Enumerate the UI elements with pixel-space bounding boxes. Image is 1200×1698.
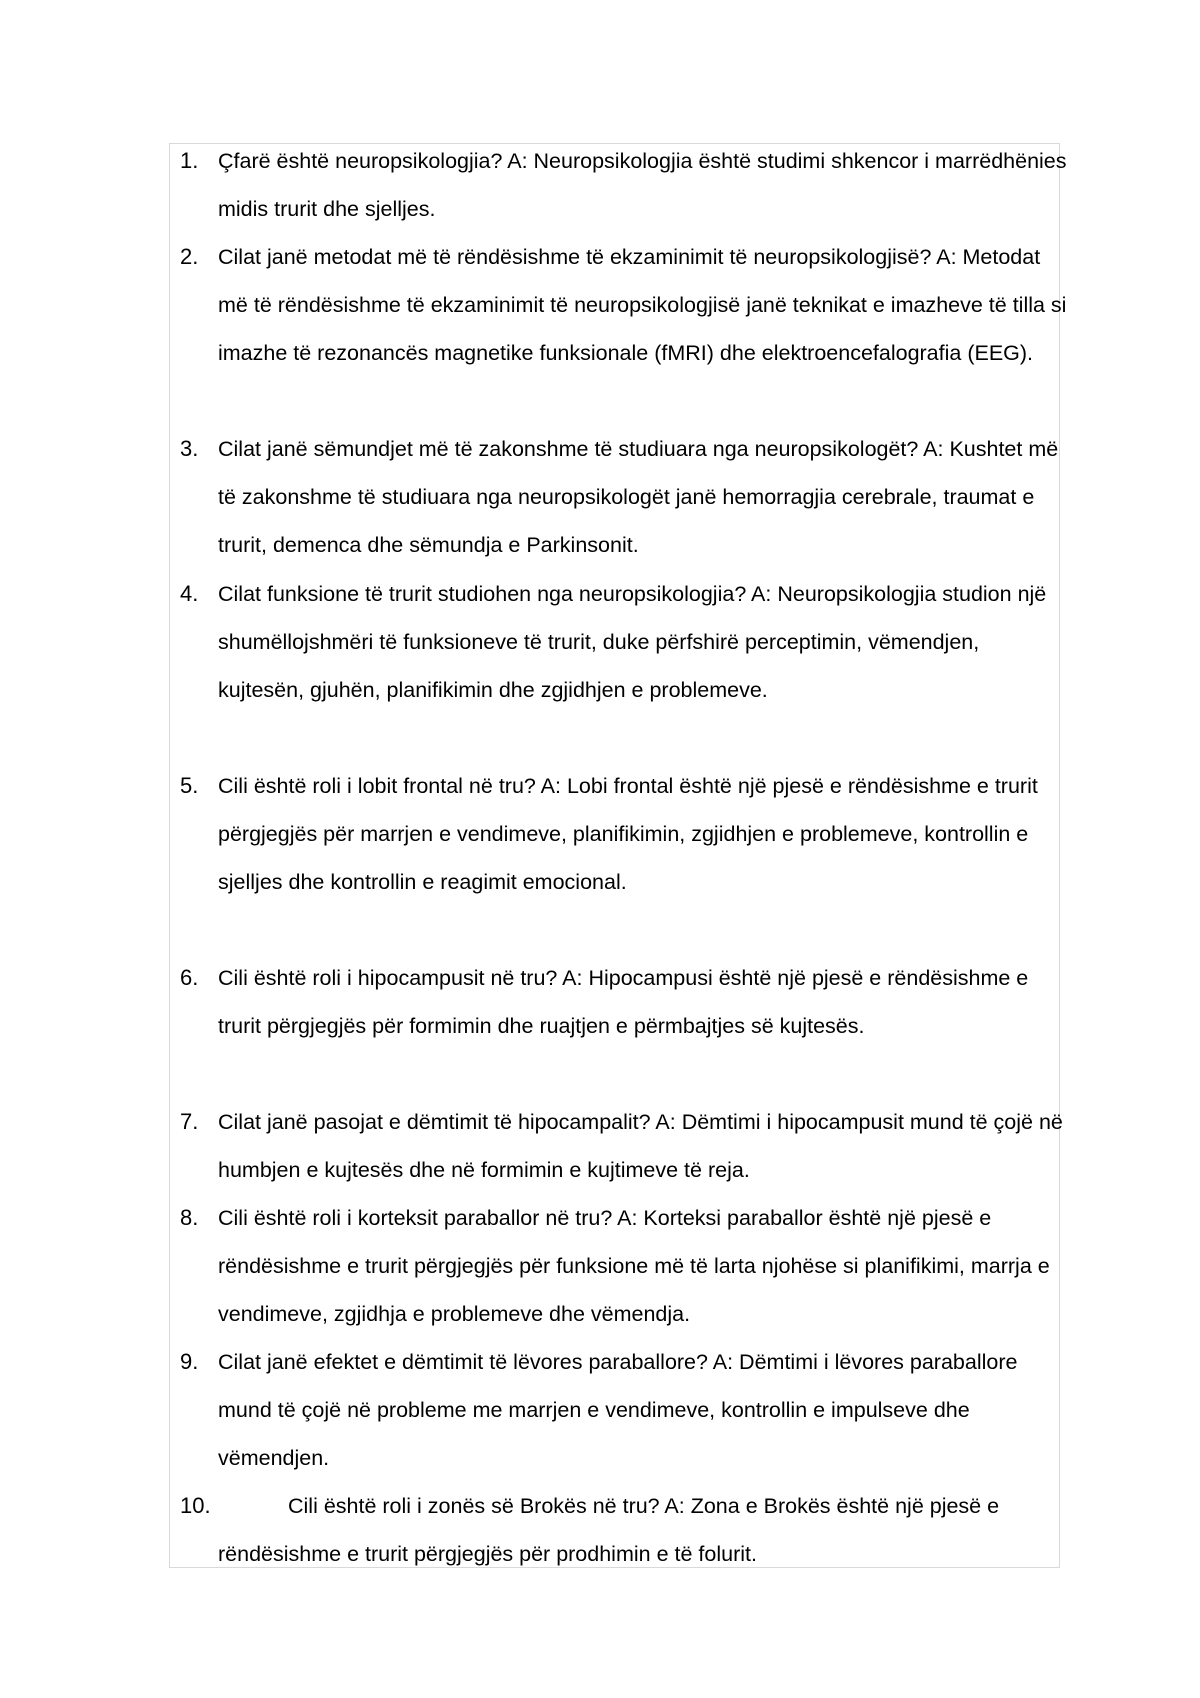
item-number: 7. [180, 1109, 199, 1134]
item-text: Cilat janë sëmundjet më të zakonshme të studiuara nga neuropsikologët? A: Kushtet më të zakonshme të studiuara nga neuropsikologët janë hemorragjia cerebrale, traumat e trurit, demenca dhe sëmundja e Parkinsonit. [218, 437, 1059, 557]
item-number: 3. [180, 436, 199, 461]
item-text: Cilat janë efektet e dëmtimit të lëvores paraballore? A: Dëmtimi i lëvores paraballore mund të çojë në probleme me marrjen e vendimeve, kontrollin e impulseve dhe vëmendjen. [218, 1350, 1018, 1470]
item-text: Cili është roli i hipocampusit në tru? A: Hipocampusi është një pjesë e rëndësishme e trurit përgjegjës për formimin dhe ruajtjen e përmbajtjes së kujtesës. [218, 966, 1029, 1038]
item-number: 4. [180, 581, 199, 606]
item-number: 10. [180, 1493, 211, 1518]
item-text: Cilat funksione të trurit studiohen nga neuropsikologjia? A: Neuropsikologjia studion një shumëllojshmëri të funksioneve të trurit, duke përfshirë perceptimin, vëmendjen, kujtesën, gjuhën, planifikimin dhe zgjidhjen e problemeve. [218, 582, 1047, 702]
item-number: 1. [180, 148, 199, 173]
item-text: Cili është roli i zonës së Brokës në tru? A: Zona e Brokës është një pjesë e rëndësishme e trurit përgjegjës për prodhimin e të folurit. [218, 1494, 1000, 1566]
item-number: 9. [180, 1349, 199, 1374]
item-text: Cilat janë metodat më të rëndësishme të ekzaminimit të neuropsikologjisë? A: Metodat më të rëndësishme të ekzaminimit të neuropsikologjisë janë teknikat e imazheve të tilla si imazhe të rezonancës magnetike funksionale (fMRI) dhe elektroencefalografia (EEG). [218, 245, 1067, 365]
item-text: Çfarë është neuropsikologjia? A: Neuropsikologjia është studimi shkencor i marrëdhënies midis trurit dhe sjelljes. [218, 149, 1067, 221]
item-text: Cilat janë pasojat e dëmtimit të hipocampalit? A: Dëmtimi i hipocampusit mund të çojë në humbjen e kujtesës dhe në formimin e kujtimeve të reja. [218, 1110, 1063, 1182]
item-text: Cili është roli i lobit frontal në tru? A: Lobi frontal është një pjesë e rëndësishme e trurit përgjegjës për marrjen e vendimeve, planifikimin, zgjidhjen e problemeve, kontrollin e sjelljes dhe kontrollin e reagimit emocional. [218, 774, 1038, 894]
item-number: 2. [180, 244, 199, 269]
item-text: Cili është roli i korteksit paraballor në tru? A: Korteksi paraballor është një pjesë e rëndësishme e trurit përgjegjës për funksione më të larta njohëse si planifikimi, marrja e vendimeve, zgjidhja e problemeve dhe vëmendja. [218, 1206, 1050, 1326]
item-number: 8. [180, 1205, 199, 1230]
item-number: 6. [180, 965, 199, 990]
item-number: 5. [180, 773, 199, 798]
